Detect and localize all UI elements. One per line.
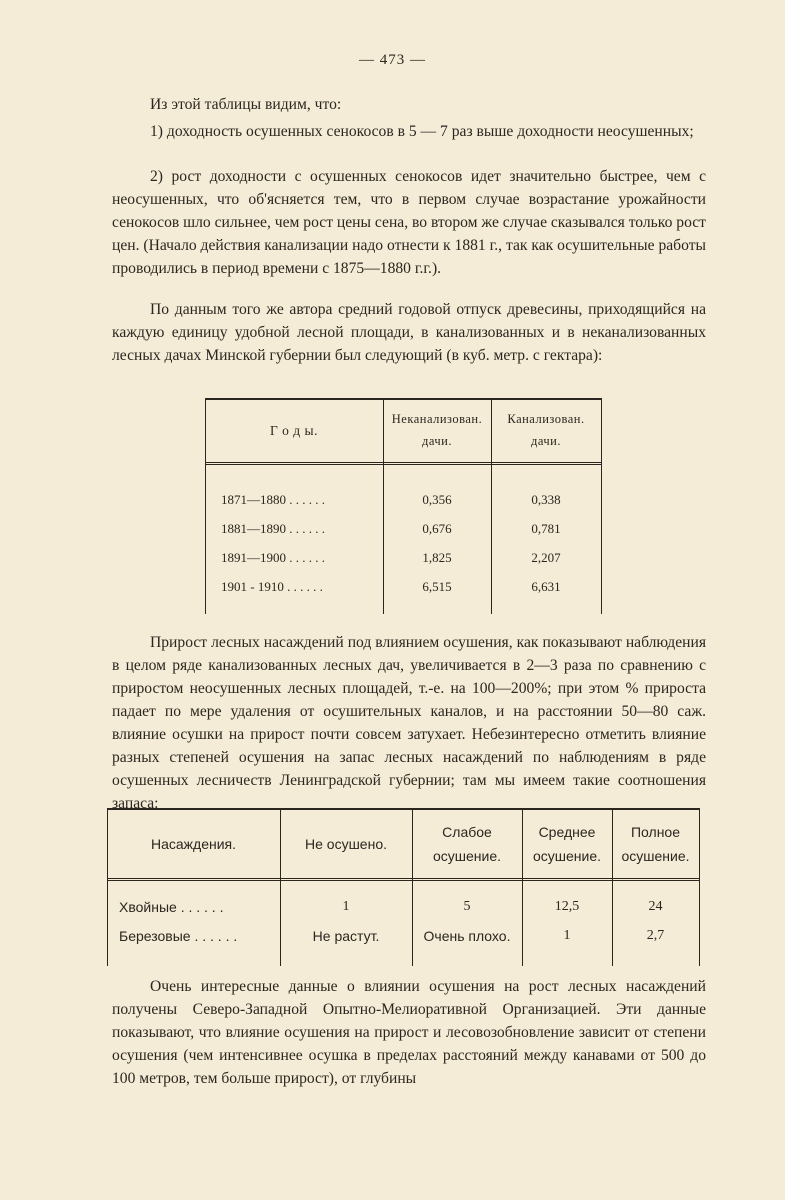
table1-noncanalized-value: 0,676 bbox=[422, 521, 452, 536]
table2-cell: 1 bbox=[563, 928, 571, 943]
table1-canalized-value: 0,781 bbox=[531, 521, 561, 536]
table2-header-weak-drainage: Слабое осушение. bbox=[432, 824, 502, 864]
table2-header-medium-drainage: Среднее осушение. bbox=[532, 824, 602, 864]
table2-cell: Не растут. bbox=[312, 928, 380, 944]
table2-cell: 12,5 bbox=[554, 899, 580, 914]
table1-year: 1871—1880 . . . . . . bbox=[221, 492, 325, 507]
table2-header-not-drained: Не осушено. bbox=[305, 836, 387, 852]
table1-noncanalized-value: 6,515 bbox=[422, 579, 452, 594]
intro-text: Из этой таблицы видим, что: bbox=[150, 96, 342, 113]
table1-header-canalized: Канализован. дачи. bbox=[507, 412, 585, 448]
table2-cell: 5 bbox=[463, 899, 471, 914]
table1-noncanalized-value: 1,825 bbox=[422, 550, 452, 565]
table1-canalized-value: 2,207 bbox=[531, 550, 561, 565]
table-drainage-stock bbox=[107, 808, 700, 966]
point-2: 2) рост доходности с осушенных сенокосов идет значительно быстрее, чем с неосушенных, что об'ясняется тем, что в первом случае возрастание урожайности сенокосов шло сильнее, чем рост цены сена, во втором же случае сказывался только рост цен. (Начало действия канализации надо отнести к 1881 г., так как осушительные работы проводились в период времени с 1875—1880 г.г.). bbox=[112, 168, 706, 277]
table2-cell: 1 bbox=[342, 899, 350, 914]
table2-header-stand: Насаждения. bbox=[150, 836, 237, 852]
table2-stand-name: Хвойные . . . . . . bbox=[119, 899, 224, 915]
table1-year: 1891—1900 . . . . . . bbox=[221, 550, 325, 565]
paragraph-4: Очень интересные данные о влиянии осушения на рост лесных насаждений получены Северо-Западной Опытно-Мелиоративной Организацией. Эти данные показывают, что влияние осушения на прирост и лесовозобновление зависит от степени осушения (чем интенсивнее осушка в пределах расстояний между канавами от 500 до 100 метров, тем больше прирост), от глубины bbox=[112, 978, 706, 1087]
table1-canalized-value: 6,631 bbox=[531, 579, 561, 594]
table2-stand-name: Березовые . . . . . . bbox=[119, 928, 238, 944]
table1-canalized-value: 0,338 bbox=[531, 492, 561, 507]
table2-cell: Очень плохо. bbox=[423, 928, 511, 944]
table1-year: 1901 - 1910 . . . . . . bbox=[221, 579, 323, 594]
table1-header-noncanalized: Неканализован. дачи. bbox=[391, 412, 483, 448]
table2-cell: 24 bbox=[648, 899, 663, 914]
paragraph-3: Прирост лесных насаждений под влиянием осушения, как показывают наблюдения в целом ряде канализованных лесных дач, увеличивается в 2—3 раза по сравнению с приростом неосушенных лесных площадей, т.-е. на 100—200%; при этом % прироста падает по мере удаления от осушительных каналов, и на расстоянии 50—80 саж. влияние осушки на прирост почти совсем затухает. Небезинтересно отметить влияние разных степеней осушения на запас лесных насаждений по наблюдениям в ряде осушенных лесничеств Ленинградской губернии; там мы имеем такие соотношения запаса: bbox=[112, 634, 706, 812]
table2-cell: 2,7 bbox=[646, 928, 665, 943]
table2-header-full-drainage: Полное осушение. bbox=[621, 824, 690, 864]
table1-header-years: Г о д ы. bbox=[270, 423, 318, 438]
table-annual-timber-yield bbox=[205, 398, 602, 614]
table1-noncanalized-value: 0,356 bbox=[422, 492, 452, 507]
paragraph-2: По данным того же автора средний годовой отпуск древесины, приходящийся на каждую единицу удобной лесной площади, в канализованных и в неканализованных лесных дачах Минской губернии был следующий (в куб. метр. с гектара): bbox=[112, 301, 706, 364]
page-number: — 473 — bbox=[359, 52, 426, 68]
table1-year: 1881—1890 . . . . . . bbox=[221, 521, 325, 536]
point-1: 1) доходность осушенных сенокосов в 5 — 7 раз выше доходности неосушенных; bbox=[150, 123, 694, 140]
